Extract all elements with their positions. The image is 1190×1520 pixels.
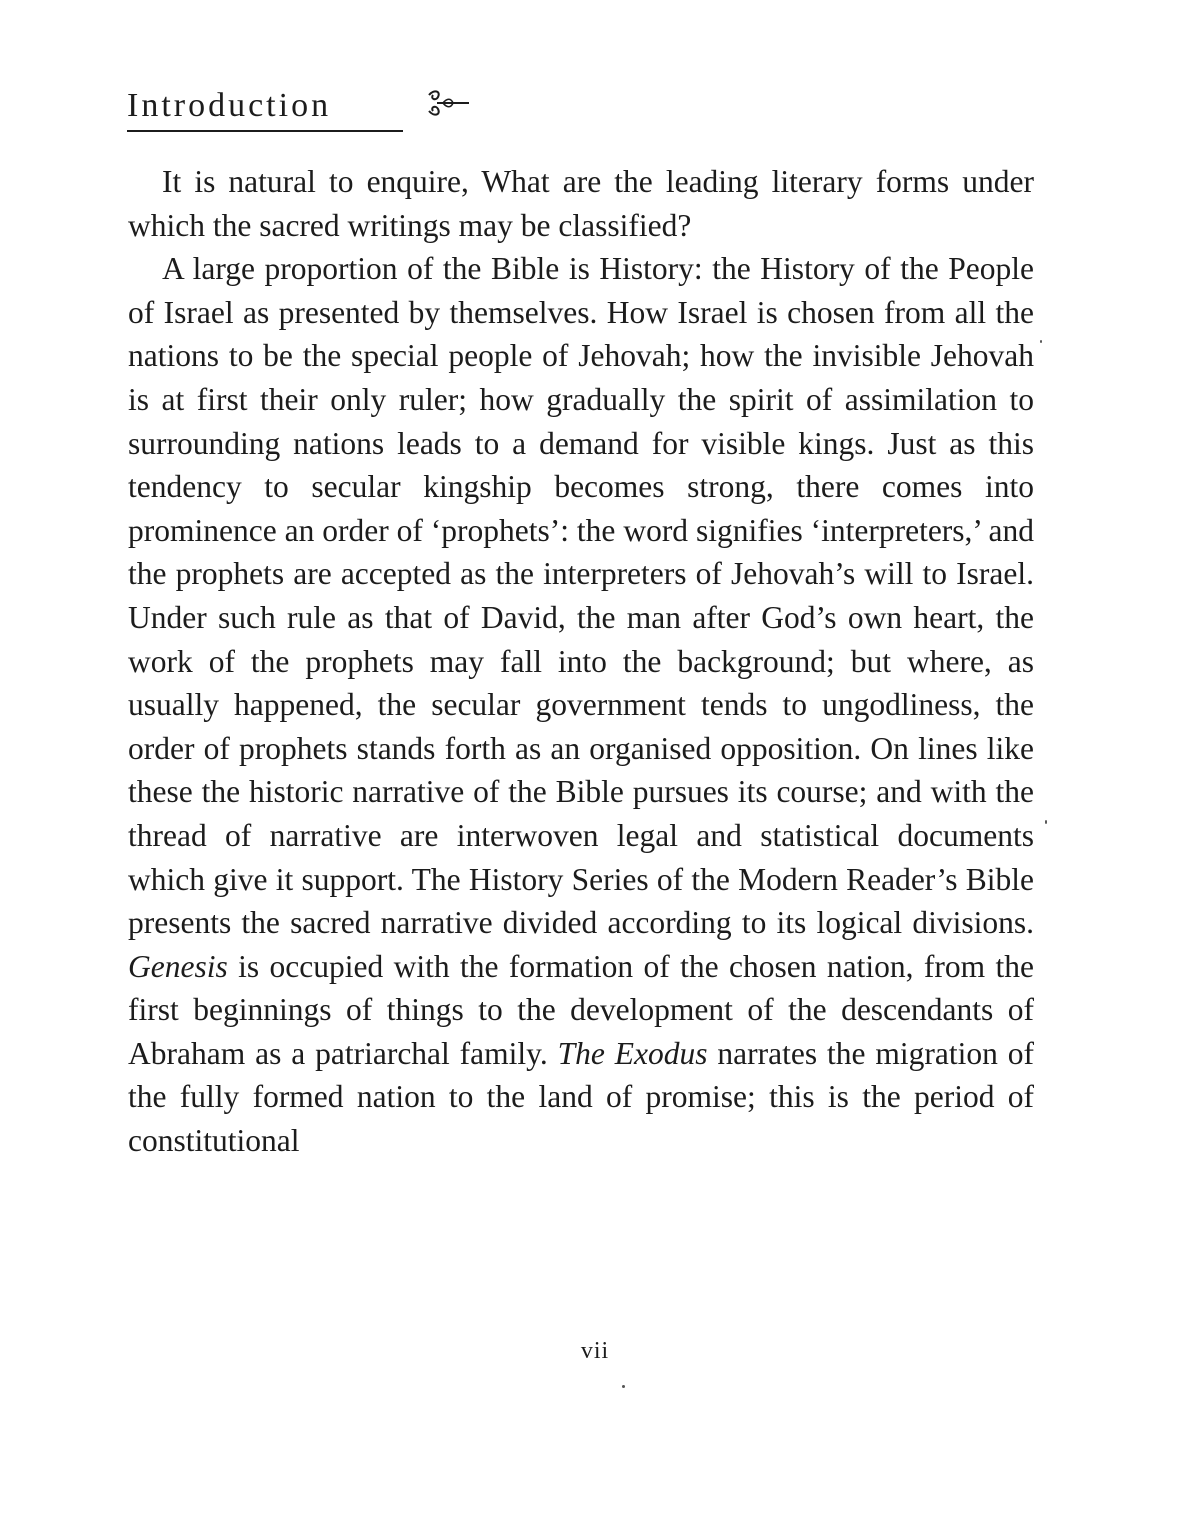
text-run: is occupied with the formation of the chosen nation, from the first beginnings of things to the development of the descendants of Abraham as a patriarchal family. [128, 948, 1034, 1071]
text-run: A large proportion of the Bible is History: the History of the People of Israel as presented by themselves. How Israel is chosen from all the nations to be the special people of Jehovah; how the invisible Jehovah is at first their only ruler; how gradually the spirit of assimilation to surrounding nations leads to a demand for visible kings. Just as this tendency to secular kingship becomes strong, there comes into prominence an order of ‘prophets’: the word signifies ‘interpreters,’ and the prophets are accepted as the interpreters of Jehovah’s will to Israel. Under such rule as that of David, the man after God’s own heart, the work of the prophets may fall into the background; but where, as usually happened, the secular government tends to ungodliness, the order of prophets stands forth as an organised opposition. On lines like these the historic narrative of the Bible pursues its course; and with the thread of narrative are interwoven legal and statistical documents which give it support. The History Series of the Modern Reader’s Bible presents the sacred narrative divided according to its logical divisions. [128, 251, 1034, 941]
page-heading: Introduction [127, 87, 332, 124]
heading-underline [127, 130, 403, 132]
italic-title: The Exodus [557, 1035, 708, 1071]
text-run: narrates the migration of the fully formed nation to the land of promise; this is the period of constitutional [128, 1035, 1035, 1159]
scan-speck [1040, 340, 1042, 343]
text-run: It is natural to enquire, What are the leading literary forms under which the sacred writings may be classified? [128, 164, 1034, 243]
scan-speck [1045, 820, 1047, 824]
fleuron-icon [425, 86, 471, 120]
scan-speck [622, 1385, 625, 1388]
paragraph [128, 247, 1034, 1162]
italic-title: Genesis [128, 948, 228, 984]
paragraph [128, 160, 1034, 247]
page-number: vii [580, 1338, 610, 1364]
body-text [128, 160, 1034, 1163]
